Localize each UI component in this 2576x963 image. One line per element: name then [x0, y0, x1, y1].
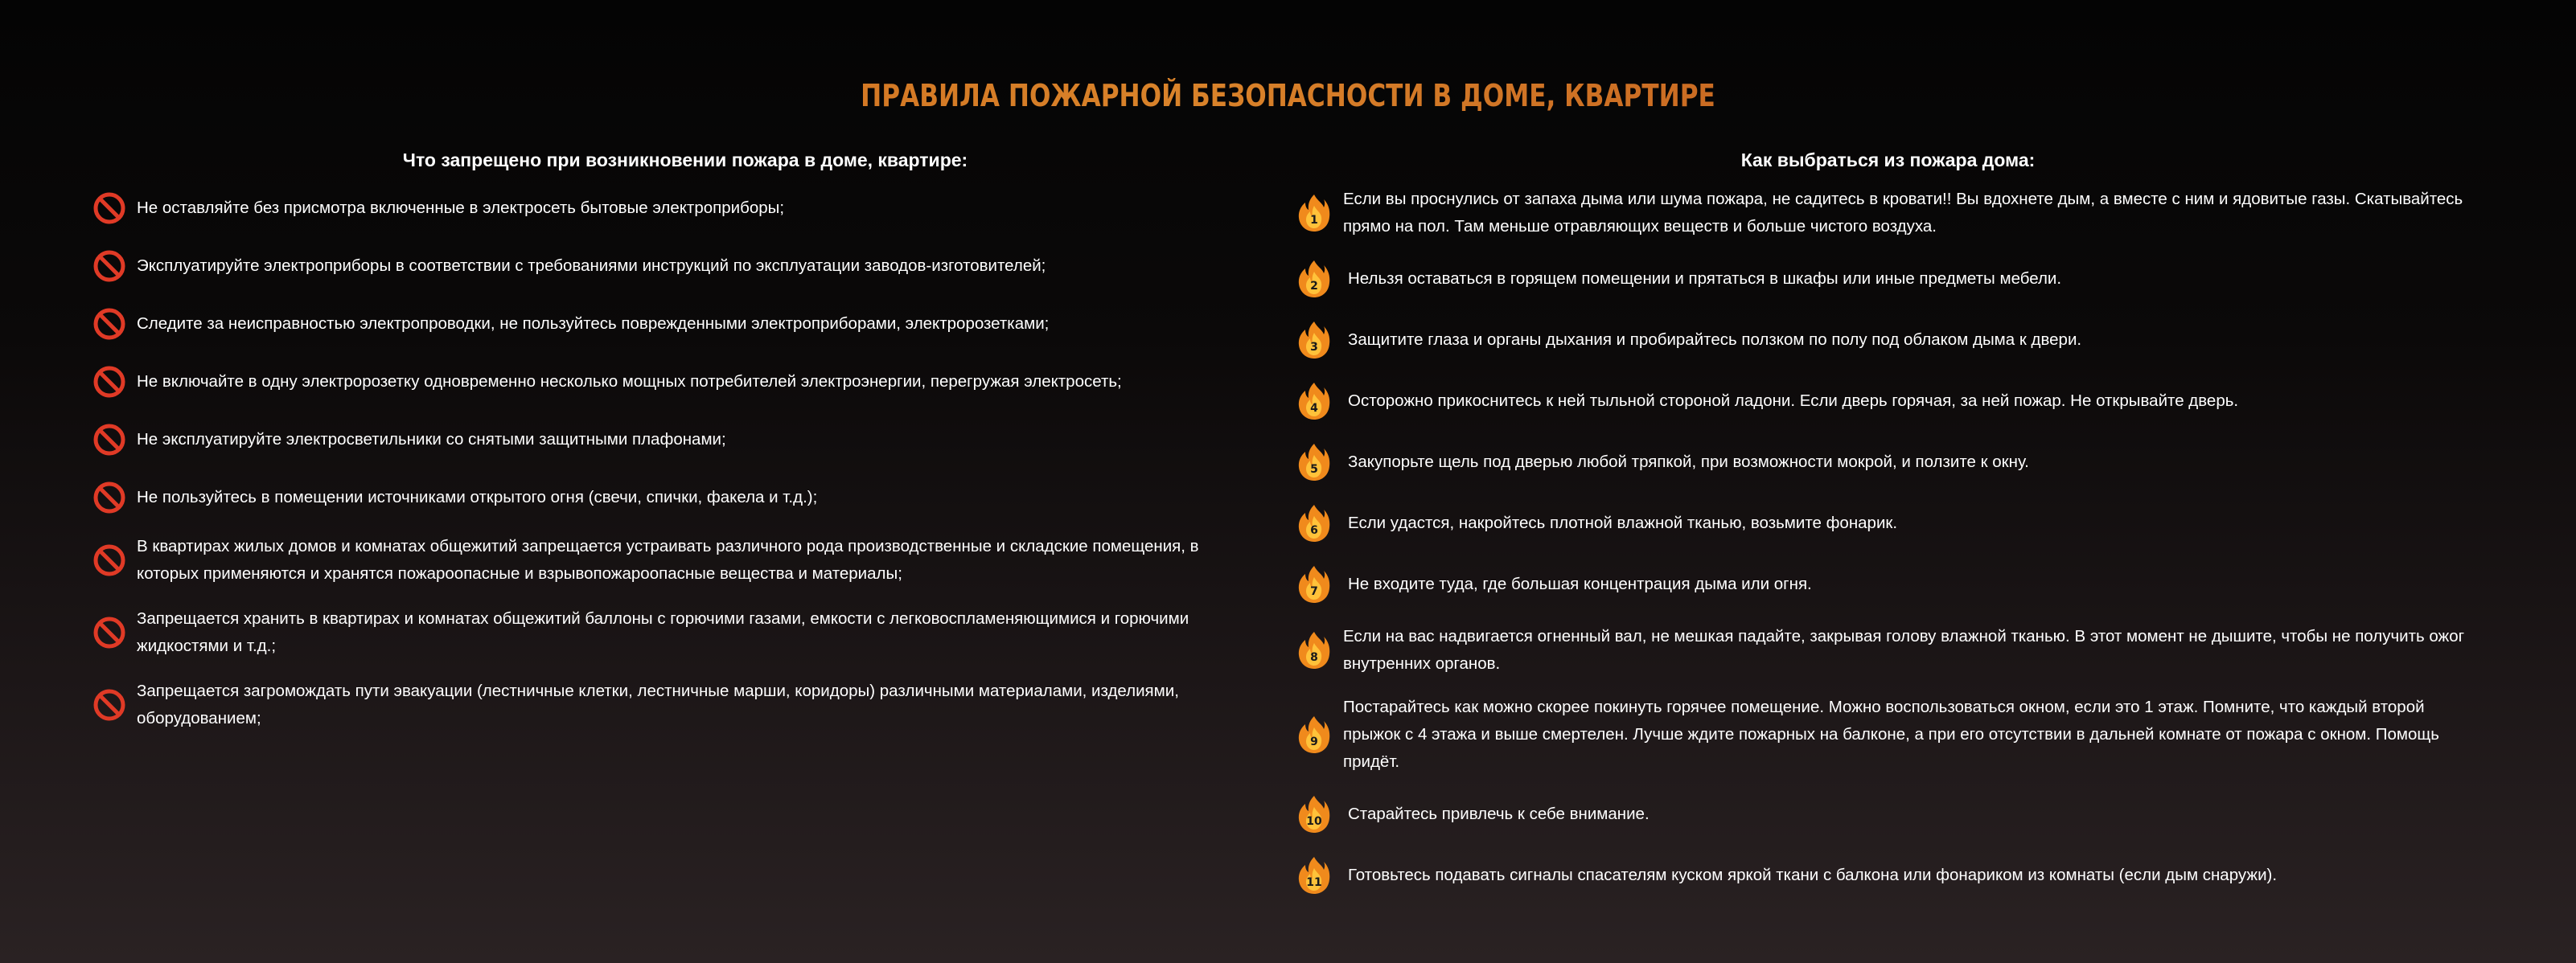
escape-step — [1295, 853, 2477, 898]
step-number: 6 — [1310, 524, 1318, 537]
escape-heading: Как выбраться из пожара дома: — [1740, 150, 2036, 170]
forbidden-item-text: Не оставляйте без присмотра включенные в электросеть бытовые электроприборы; — [137, 199, 785, 217]
fire-number-icon — [1295, 854, 1333, 896]
step-number: 8 — [1310, 651, 1318, 664]
fire-number-icon — [1295, 441, 1333, 483]
forbidden-item — [90, 475, 1264, 520]
page-title: ПРАВИЛА ПОЖАРНОЙ БЕЗОПАСНОСТИ В ДОМЕ, КВАРТИРЕ — [232, 78, 2344, 113]
escape-step — [1295, 623, 2477, 678]
prohibited-icon — [90, 305, 129, 343]
step-number: 11 — [1306, 876, 1322, 889]
forbidden-item — [90, 533, 1264, 588]
forbidden-item — [90, 359, 1264, 404]
step-number: 9 — [1310, 736, 1318, 748]
fire-number-icon — [1295, 563, 1333, 605]
prohibited-icon — [90, 613, 129, 652]
forbidden-item-text: Запрещается хранить в квартирах и комнатах общежитий баллоны с горючими газами, емкости с легковоспламеняющимися и горючими жидкостями и т.д.; — [137, 609, 1189, 655]
fire-number-icon — [1295, 714, 1333, 756]
escape-step-text: Не входите туда, где большая концентрация дыма или огня. — [1348, 575, 1812, 593]
fire-number-icon — [1295, 258, 1333, 300]
forbidden-item-text: В квартирах жилых домов и комнатах общежитий запрещается устраивать различного рода производственные и складские помещения, в которых применяются и хранятся пожароопасные и взрывопожароопасные вещества и материалы; — [137, 537, 1199, 583]
step-number: 1 — [1310, 214, 1318, 227]
escape-step — [1295, 379, 2477, 424]
prohibited-icon — [90, 247, 129, 285]
forbidden-item-text: Не включайте в одну электророзетку одновременно несколько мощных потребителей электроэнергии, перегружая электросеть; — [137, 372, 1122, 391]
forbidden-item — [90, 605, 1264, 660]
forbidden-item-text: Не эксплуатируйте электросветильники со снятыми защитными плафонами; — [137, 430, 726, 449]
escape-step — [1295, 792, 2477, 837]
escape-step-text: Если удастся, накройтесь плотной влажной тканью, возьмите фонарик. — [1348, 514, 1898, 532]
fire-number-icon — [1295, 380, 1333, 422]
escape-step-text: Старайтесь привлечь к себе внимание. — [1348, 805, 1650, 823]
escape-step — [1295, 501, 2477, 546]
escape-step-text: Если вы проснулись от запаха дыма или шума пожара, не садитесь в кровати!! Вы вдохнете дым, а вместе с ним и ядовитые газы. Скатывайтесь прямо на пол. Там меньше отравляющих веществ и больше чистого воздуха. — [1343, 190, 2463, 236]
fire-number-icon — [1295, 319, 1333, 361]
forbidden-heading: Что запрещено при возникновении пожара в доме, квартире: — [402, 150, 968, 170]
prohibited-icon — [90, 420, 129, 459]
prohibited-icon — [90, 541, 129, 580]
forbidden-item — [90, 417, 1264, 462]
escape-step-text: Постарайтесь как можно скорее покинуть горячее помещение. Можно воспользоваться окном, если это 1 этаж. Помните, что каждый второй прыжок с 4 этажа и выше смертелен. Лучше ждите пожарных на балконе, а при его отсутствии в дальней комнате от пожара с окном. Помощь придёт. — [1343, 698, 2439, 771]
escape-step-text: Нельзя оставаться в горящем помещении и прятаться в шкафы или иные предметы мебели. — [1348, 269, 2062, 288]
escape-step — [1295, 256, 2477, 301]
escape-step — [1295, 318, 2477, 363]
forbidden-list — [90, 186, 1264, 732]
fire-number-icon — [1295, 502, 1333, 544]
forbidden-item-text: Следите за неисправностью электропроводки, не пользуйтесь поврежденными электроприборами, электророзетками; — [137, 314, 1050, 333]
step-number: 2 — [1310, 280, 1318, 293]
prohibited-icon — [90, 686, 129, 724]
escape-list — [1295, 186, 2477, 898]
prohibited-icon — [90, 363, 129, 401]
forbidden-item-text: Запрещается загромождать пути эвакуации (лестничные клетки, лестничные марши, коридоры) различными материалами, изделиями, оборудованием; — [137, 682, 1179, 727]
forbidden-item — [90, 186, 1264, 231]
escape-step — [1295, 562, 2477, 607]
step-number: 7 — [1310, 585, 1318, 598]
fire-number-icon — [1295, 793, 1333, 835]
forbidden-item — [90, 244, 1264, 289]
escape-step-text: Осторожно прикоснитесь к ней тыльной стороной ладони. Если дверь горячая, за ней пожар. Не открывайте дверь. — [1348, 391, 2239, 410]
prohibited-icon — [90, 478, 129, 517]
step-number: 5 — [1310, 463, 1318, 476]
forbidden-item — [90, 678, 1264, 732]
forbidden-section — [90, 150, 1264, 750]
forbidden-item — [90, 301, 1264, 346]
escape-section — [1295, 150, 2477, 914]
step-number: 3 — [1310, 341, 1318, 354]
escape-step-text: Если на вас надвигается огненный вал, не мешкая падайте, закрывая голову влажной тканью. В этот момент не дышите, чтобы не получить ожог внутренних органов. — [1343, 627, 2465, 673]
forbidden-item-text: Эксплуатируйте электроприборы в соответствии с требованиями инструкций по эксплуатации заводов-изготовителей; — [137, 256, 1046, 275]
fire-number-icon — [1295, 192, 1333, 234]
forbidden-item-text: Не пользуйтесь в помещении источниками открытого огня (свечи, спички, факела и т.д.); — [137, 488, 818, 506]
escape-step-text: Закупорьте щель под дверью любой тряпкой, при возможности мокрой, и ползите к окну. — [1348, 453, 2029, 471]
fire-number-icon — [1295, 629, 1333, 671]
step-number: 10 — [1306, 815, 1322, 828]
step-number: 4 — [1310, 402, 1318, 415]
escape-step-text: Готовьтесь подавать сигналы спасателям куском яркой ткани с балкона или фонариком из комнаты (если дым снаружи). — [1348, 866, 2278, 884]
escape-step-text: Защитите глаза и органы дыхания и пробирайтесь ползком по полу под облаком дыма к двери. — [1348, 330, 2082, 349]
escape-step — [1295, 440, 2477, 485]
prohibited-icon — [90, 189, 129, 227]
escape-step — [1295, 186, 2477, 240]
escape-step — [1295, 694, 2477, 776]
